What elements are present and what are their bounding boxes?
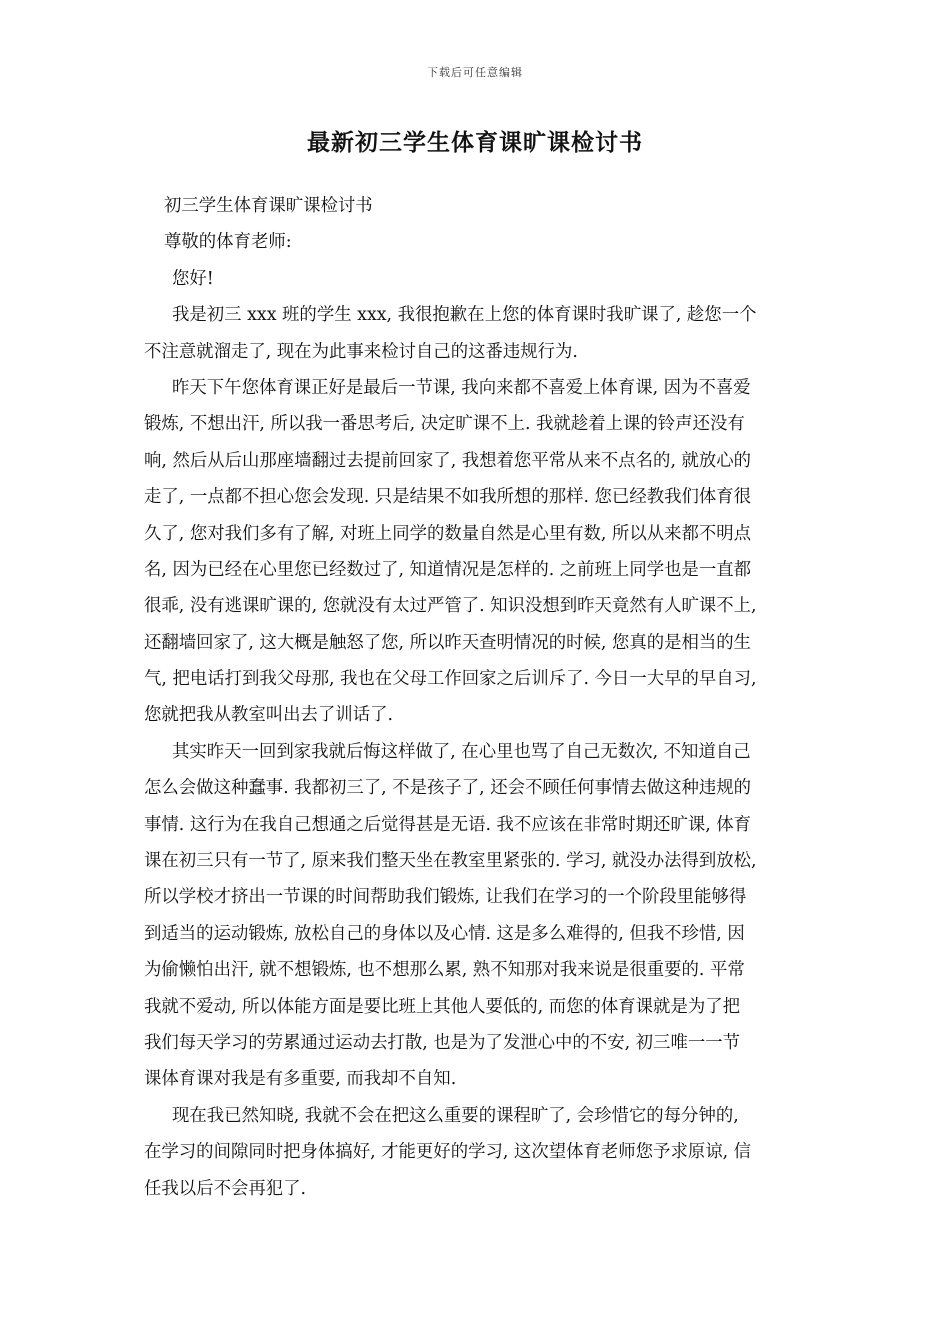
body-line: 事情. 这行为在我自己想通之后觉得甚是无语. 我不应该在非常时期还旷课, 体育 — [144, 814, 752, 835]
body-line: 昨天下午您体育课正好是最后一节课, 我向来都不喜爱上体育课, 因为不喜爱 — [172, 377, 751, 398]
body-line: 您就把我从教室叫出去了训话了. — [144, 705, 393, 726]
body-line: 怎么会做这种蠢事. 我都初三了, 不是孩子了, 还会不顾任何事情去做这种违规的 — [144, 778, 752, 799]
body-line: 课在初三只有一节了, 原来我们整天坐在教室里紧张的. 学习, 就没办法得到放松, — [144, 851, 757, 872]
body-line: 为偷懒怕出汗, 就不想锻炼, 也不想那么累, 熟不知那对我来说是很重要的. 平常 — [144, 960, 745, 981]
header-note: 下载后可任意编辑 — [427, 66, 523, 79]
body-line: 不注意就溜走了, 现在为此事来检讨自己的这番违规行为. — [144, 341, 578, 362]
body-line: 走了, 一点都不担心您会发现. 只是结果不如我所想的那样. 您已经教我们体育很 — [144, 487, 752, 508]
body-line: 在学习的间隙同时把身体搞好, 才能更好的学习, 这次望体育老师您予求原谅, 信 — [144, 1142, 752, 1163]
body-line: 到适当的运动锻炼, 放松自己的身体以及心情. 这是多么难得的, 但我不珍惜, 因 — [144, 923, 745, 944]
body-line: 锻炼, 不想出汗, 所以我一番思考后, 决定旷课不上. 我就趁着上课的铃声还没有 — [144, 414, 745, 435]
body-line: 还翻墙回家了, 这大概是触怒了您, 所以昨天查明情况的时候, 您真的是相当的生 — [144, 632, 752, 653]
body-line: 其实昨天一回到家我就后悔这样做了, 在心里也骂了自己无数次, 不知道自己 — [172, 741, 751, 762]
body-line: 久了, 您对我们多有了解, 对班上同学的数量自然是心里有数, 所以从来都不明点 — [144, 523, 752, 544]
body-line: 响, 然后从后山那座墙翻过去提前回家了, 我想着您平常从来不点名的, 就放心的 — [144, 450, 752, 471]
body-line: 课体育课对我是有多重要, 而我却不自知. — [144, 1069, 457, 1090]
body-line: 我们每天学习的劳累通过运动去打散, 也是为了发泄心中的不安, 初三唯一一节 — [144, 1032, 741, 1053]
document-title: 最新初三学生体育课旷课检讨书 — [307, 130, 643, 156]
body-line: 我是初三 xxx 班的学生 xxx, 我很抱歉在上您的体育课时我旷课了, 趁您一个 — [172, 305, 757, 326]
body-line: 现在我已然知晓, 我就不会在把这么重要的课程旷了, 会珍惜它的每分钟的, — [172, 1105, 739, 1126]
body-line: 任我以后不会再犯了. — [144, 1178, 307, 1199]
body-line: 气, 把电话打到我父母那, 我也在父母工作回家之后训斥了. 今日一大早的早自习, — [144, 669, 757, 690]
body-line-salutation: 尊敬的体育老师: — [164, 232, 292, 253]
body-line-subtitle: 初三学生体育课旷课检讨书 — [164, 196, 373, 216]
body-line: 名, 因为已经在心里您已经数过了, 知道情况是怎样的. 之前班上同学也是一直都 — [144, 559, 752, 580]
document-body — [144, 188, 812, 1207]
body-line: 所以学校才挤出一节课的时间帮助我们锻炼, 让我们在学习的一个阶段里能够得 — [144, 887, 747, 908]
body-line: 很乖, 没有逃课旷课的, 您就没有太过严管了. 知识没想到昨天竟然有人旷课不上, — [144, 596, 757, 617]
body-line: 我就不爱动, 所以体能方面是要比班上其他人要低的, 而您的体育课就是为了把 — [144, 996, 741, 1017]
body-line-greeting: 您好! — [172, 268, 214, 289]
